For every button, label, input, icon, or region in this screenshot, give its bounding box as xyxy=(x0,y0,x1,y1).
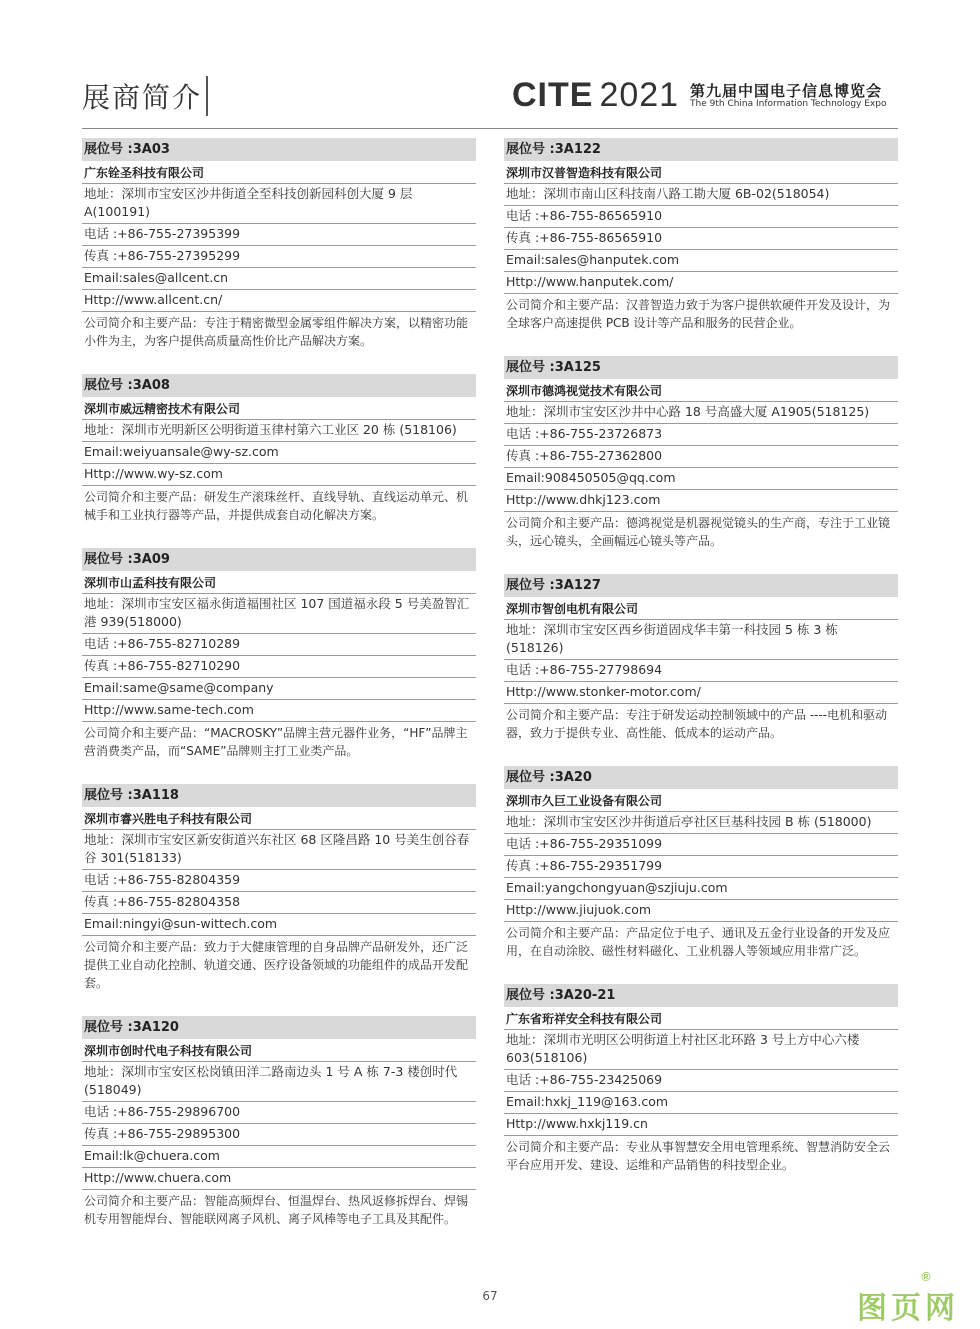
company-description: 公司简介和主要产品：智能高频焊台、恒温焊台、热风返修拆焊台、焊锡机专用智能焊台、智能联网离子风机、离子风棒等电子工具及其配件。 xyxy=(84,1194,469,1226)
company-name: 深圳市创时代电子科技有限公司 xyxy=(82,1041,476,1062)
company-name: 深圳市威远精密技术有限公司 xyxy=(82,399,476,420)
page-number: 67 xyxy=(482,1289,498,1303)
contact-line: 传真 :+86-755-86565910 xyxy=(504,228,898,250)
company-description: 公司简介和主要产品：汉普智造力致于为客户提供软硬件开发及设计，为全球客户高速提供 PCB 设计等产品和服务的民营企业。 xyxy=(506,298,891,330)
contact-line: Email:ningyi@sun-wittech.com xyxy=(82,914,476,936)
left-column xyxy=(82,138,476,1252)
company-description: 公司简介和主要产品：致力于大健康管理的自身品牌产品研发外，还广泛提供工业自动化控制、轨道交通、医疗设备领域的功能组件的成品开发配套。 xyxy=(84,940,469,990)
booth-number: 展位号 :3A09 xyxy=(82,548,476,571)
contact-line: 地址：深圳市南山区科技南八路工勘大厦 6B-02(518054) xyxy=(504,184,898,206)
company-description: 公司简介和主要产品：研发生产滚珠丝杆、直线导轨、直线运动单元、机械手和工业执行器等产品，并提供成套自动化解决方案。 xyxy=(84,490,469,522)
company-name: 深圳市汉普智造科技有限公司 xyxy=(504,163,898,184)
page-header xyxy=(0,0,980,130)
expo-name-en: The 9th China Information Technology Expo xyxy=(690,99,887,109)
contact-line: 电话 :+86-755-23726873 xyxy=(504,424,898,446)
company-name: 深圳市山孟科技有限公司 xyxy=(82,573,476,594)
logo-year: 2021 xyxy=(599,76,680,114)
contact-line: 地址：深圳市宝安区新安街道兴东社区 68 区隆昌路 10 号美生创谷春谷 301(518133) xyxy=(82,830,476,870)
right-column xyxy=(504,138,898,1198)
contact-line: 地址：深圳市宝安区沙井中心路 18 号高盛大厦 A1905(518125) xyxy=(504,402,898,424)
contact-line: Http://www.jiujuok.com xyxy=(504,900,898,922)
logo-cite: CITE xyxy=(512,76,594,114)
contact-line: 电话 :+86-755-27395399 xyxy=(82,224,476,246)
booth-number: 展位号 :3A20 xyxy=(504,766,898,789)
contact-line: 地址：深圳市宝安区西乡街道固戍华丰第一科技园 5 栋 3 栋 (518126) xyxy=(504,620,898,660)
cite-logo xyxy=(512,76,679,115)
contact-line: Http://www.stonker-motor.com/ xyxy=(504,682,898,704)
contact-line: 传真 :+86-755-27395299 xyxy=(82,246,476,268)
company-name: 深圳市睿兴胜电子科技有限公司 xyxy=(82,809,476,830)
header-rule xyxy=(82,128,898,129)
contact-line: 地址：深圳市光明区公明街道上村社区北环路 3 号上方中心六楼 603(518106) xyxy=(504,1030,898,1070)
contact-line: Http://www.same-tech.com xyxy=(82,700,476,722)
exhibitor-entry xyxy=(82,548,476,760)
exhibitor-entry xyxy=(82,1016,476,1228)
contact-line: 传真 :+86-755-27362800 xyxy=(504,446,898,468)
registered-mark: ® xyxy=(920,1270,932,1284)
expo-name-cn: 第九届中国电子信息博览会 xyxy=(690,82,883,100)
contact-line: Email:same@same@company xyxy=(82,678,476,700)
booth-number: 展位号 :3A122 xyxy=(504,138,898,161)
contact-line: 传真 :+86-755-29351799 xyxy=(504,856,898,878)
contact-line: 电话 :+86-755-29351099 xyxy=(504,834,898,856)
contact-line: Http://www.hanputek.com/ xyxy=(504,272,898,294)
company-name: 深圳市德鸿视觉技术有限公司 xyxy=(504,381,898,402)
contact-line: Email:hxkj_119@163.com xyxy=(504,1092,898,1114)
contact-line: 地址：深圳市宝安区福永街道福围社区 107 国道福永段 5 号美盈智汇港 939(518000) xyxy=(82,594,476,634)
contact-line: Http://www.dhkj123.com xyxy=(504,490,898,512)
contact-line: Email:yangchongyuan@szjiuju.com xyxy=(504,878,898,900)
contact-line: Http://www.chuera.com xyxy=(82,1168,476,1190)
contact-line: 地址：深圳市宝安区沙井街道全至科技创新园科创大厦 9 层 A(100191) xyxy=(82,184,476,224)
contact-line: 地址：深圳市宝安区松岗镇田洋二路南边头 1 号 A 栋 7-3 楼创时代 (518049) xyxy=(82,1062,476,1102)
company-description: 公司简介和主要产品：德鸿视觉是机器视觉镜头的生产商，专注于工业镜头，远心镜头，全画幅远心镜头等产品。 xyxy=(506,516,891,548)
exhibitor-entry xyxy=(504,984,898,1174)
contact-line: Http://www.hxkj119.cn xyxy=(504,1114,898,1136)
booth-number: 展位号 :3A20-21 xyxy=(504,984,898,1007)
company-name: 深圳市久巨工业设备有限公司 xyxy=(504,791,898,812)
contact-line: 传真 :+86-755-29895300 xyxy=(82,1124,476,1146)
exhibitor-entry xyxy=(504,574,898,742)
contact-line: Email:sales@hanputek.com xyxy=(504,250,898,272)
exhibitor-entry xyxy=(82,374,476,524)
contact-line: 传真 :+86-755-82710290 xyxy=(82,656,476,678)
company-description: 公司简介和主要产品：专注于精密微型金属零组件解决方案，以精密功能小件为主，为客户提供高质量高性价比产品解决方案。 xyxy=(84,316,469,348)
booth-number: 展位号 :3A127 xyxy=(504,574,898,597)
exhibitor-entry xyxy=(504,766,898,960)
company-name: 广东省珩祥安全科技有限公司 xyxy=(504,1009,898,1030)
booth-number: 展位号 :3A03 xyxy=(82,138,476,161)
exhibitor-entry xyxy=(504,356,898,550)
booth-number: 展位号 :3A118 xyxy=(82,784,476,807)
contact-line: 电话 :+86-755-23425069 xyxy=(504,1070,898,1092)
company-description: 公司简介和主要产品：专业从事智慧安全用电管理系统、智慧消防安全云平台应用开发、建设、运维和产品销售的科技型企业。 xyxy=(506,1140,891,1172)
watermark-logo: 图页网 xyxy=(857,1291,959,1326)
contact-line: 电话 :+86-755-27798694 xyxy=(504,660,898,682)
company-description: 公司简介和主要产品：“MACROSKY”品牌主营元器件业务，“HF”品牌主营消费类产品，而“SAME”品牌则主打工业类产品。 xyxy=(84,726,468,758)
contact-line: 地址：深圳市光明新区公明街道玉律村第六工业区 20 栋 (518106) xyxy=(82,420,476,442)
company-name: 广东铨圣科技有限公司 xyxy=(82,163,476,184)
contact-line: 电话 :+86-755-29896700 xyxy=(82,1102,476,1124)
company-description: 公司简介和主要产品：产品定位于电子、通讯及五金行业设备的开发及应用，在自动涂胶、磁性材料磁化、工业机器人等领域应用非常广泛。 xyxy=(506,926,891,958)
contact-line: Email:sales@allcent.cn xyxy=(82,268,476,290)
section-title: 展商简介 xyxy=(82,81,203,114)
contact-line: Http://www.wy-sz.com xyxy=(82,464,476,486)
exhibitor-entry xyxy=(504,138,898,332)
contact-line: 电话 :+86-755-82710289 xyxy=(82,634,476,656)
contact-line: 地址：深圳市宝安区沙井街道后亭社区巨基科技园 B 栋 (518000) xyxy=(504,812,898,834)
company-description: 公司简介和主要产品：专注于研发运动控制领域中的产品 ----电机和驱动器，致力于提供专业、高性能、低成本的运动产品。 xyxy=(506,708,888,740)
contact-line: Http://www.allcent.cn/ xyxy=(82,290,476,312)
contact-line: 传真 :+86-755-82804358 xyxy=(82,892,476,914)
booth-number: 展位号 :3A08 xyxy=(82,374,476,397)
contact-line: Email:weiyuansale@wy-sz.com xyxy=(82,442,476,464)
contact-line: 电话 :+86-755-82804359 xyxy=(82,870,476,892)
exhibitor-entry xyxy=(82,784,476,992)
booth-number: 展位号 :3A120 xyxy=(82,1016,476,1039)
contact-line: Email:lk@chuera.com xyxy=(82,1146,476,1168)
company-name: 深圳市智创电机有限公司 xyxy=(504,599,898,620)
booth-number: 展位号 :3A125 xyxy=(504,356,898,379)
title-divider xyxy=(206,76,208,116)
contact-line: 电话 :+86-755-86565910 xyxy=(504,206,898,228)
exhibitor-entry xyxy=(82,138,476,350)
contact-line: Email:908450505@qq.com xyxy=(504,468,898,490)
